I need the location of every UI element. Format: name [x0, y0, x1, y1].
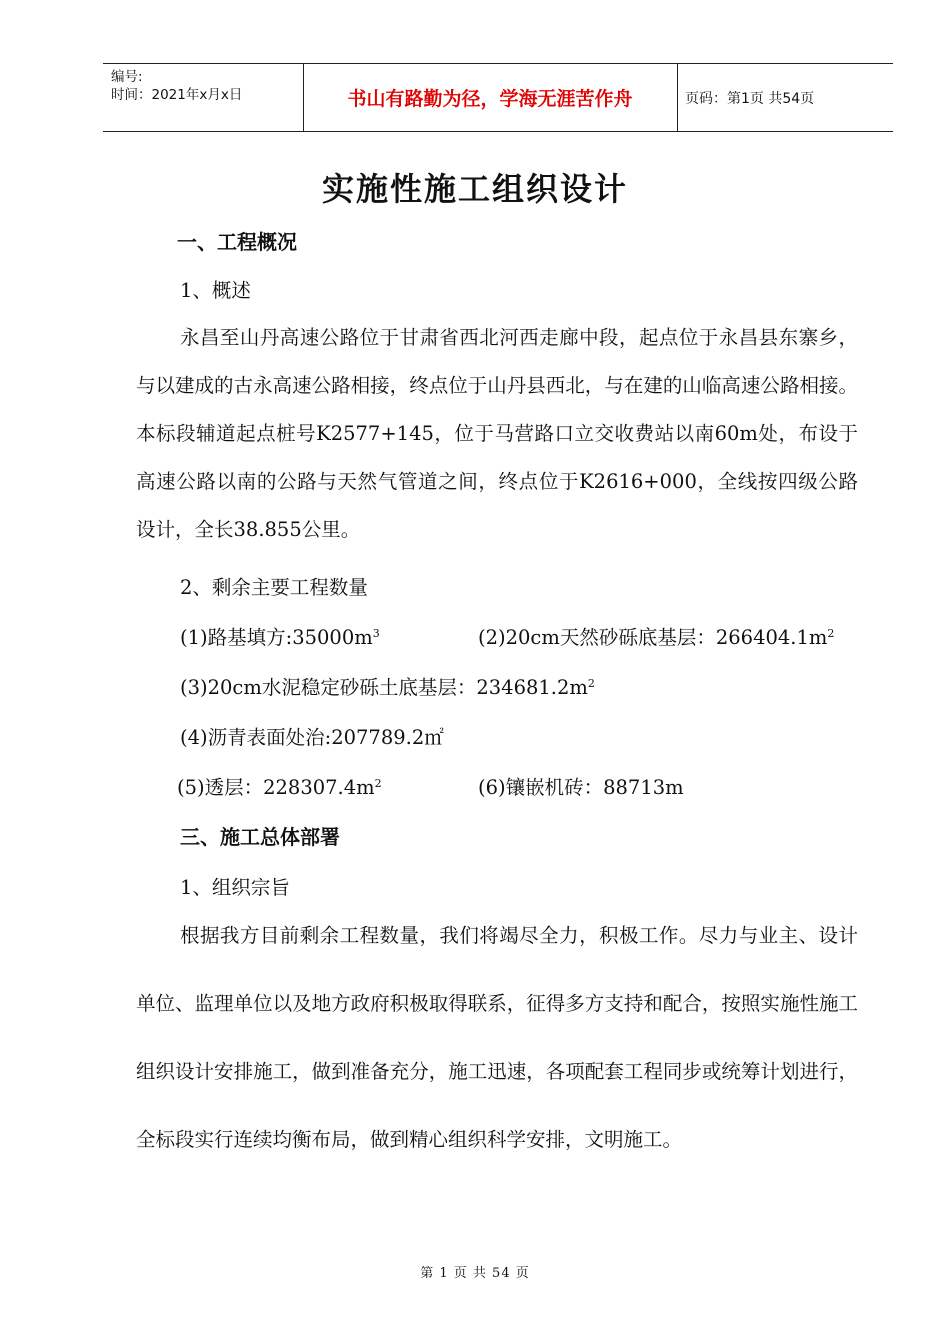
header-motto: 书山有路勤为径，学海无涯苦作舟 — [347, 88, 633, 110]
subheading-purpose: 1、组织宗旨 — [180, 876, 290, 899]
quantity-item-3: (3)20cm水泥稳定砂砾土底基层：$234681.2m^2$ — [180, 676, 595, 699]
document-title: 实施性施工组织设计 — [321, 170, 628, 208]
number-label: 编号: — [111, 69, 143, 85]
quantity-item-4: (4)沥青表面处治:207789.2㎡ — [180, 726, 444, 749]
section-heading-overview: 一、工程概况 — [177, 230, 297, 254]
header-divider — [677, 64, 678, 131]
section-heading-deployment: 三、施工总体部署 — [180, 825, 340, 849]
overview-paragraph: 永昌至山丹高速公路位于甘肃省西北河西走廊中段，起点位于永昌县东寨乡，与以建成的古永高速公路相接，终点位于山丹县西北，与在建的山临高速公路相接。本标段辅道起点桩号K2577+145，位于马营路口立交收费站以南60m处，布设于高速公路以南的公路与天然气管道之间，终点位于K2616+000，全线按四级公路设计，全长38.855公里。 — [136, 326, 858, 541]
quantity-item-5: (5)透层：$228307.4m^2$ — [177, 776, 382, 799]
subheading-quantities: 2、剩余主要工程数量 — [180, 576, 368, 599]
quantity-item-1: (1)路基填方$:35000m^3$ — [180, 626, 380, 649]
time-label: 时间：2021年x月x日 — [111, 87, 243, 103]
page-header — [103, 63, 893, 132]
purpose-paragraph: 根据我方目前剩余工程数量，我们将竭尽全力，积极工作。尽力与业主、设计单位、监理单位以及地方政府积极取得联系，征得多方支持和配合，按照实施性施工组织设计安排施工，做到准备充分，施工迅速，各项配套工程同步或统筹计划进行，全标段实行连续均衡布局，做到精心组织科学安排，文明施工。 — [136, 924, 858, 1151]
header-page-info: 页码：第1页 共54页 — [685, 90, 815, 107]
quantity-item-6: (6)镶嵌机砖：88713m — [478, 776, 684, 799]
subheading-summary: 1、概述 — [180, 279, 251, 302]
page-footer: 第 1 页 共 54 页 — [420, 1266, 530, 1281]
quantity-item-2: (2)20cm天然砂砾底基层：$266404.1m^2$ — [478, 626, 835, 649]
header-meta — [111, 68, 242, 104]
